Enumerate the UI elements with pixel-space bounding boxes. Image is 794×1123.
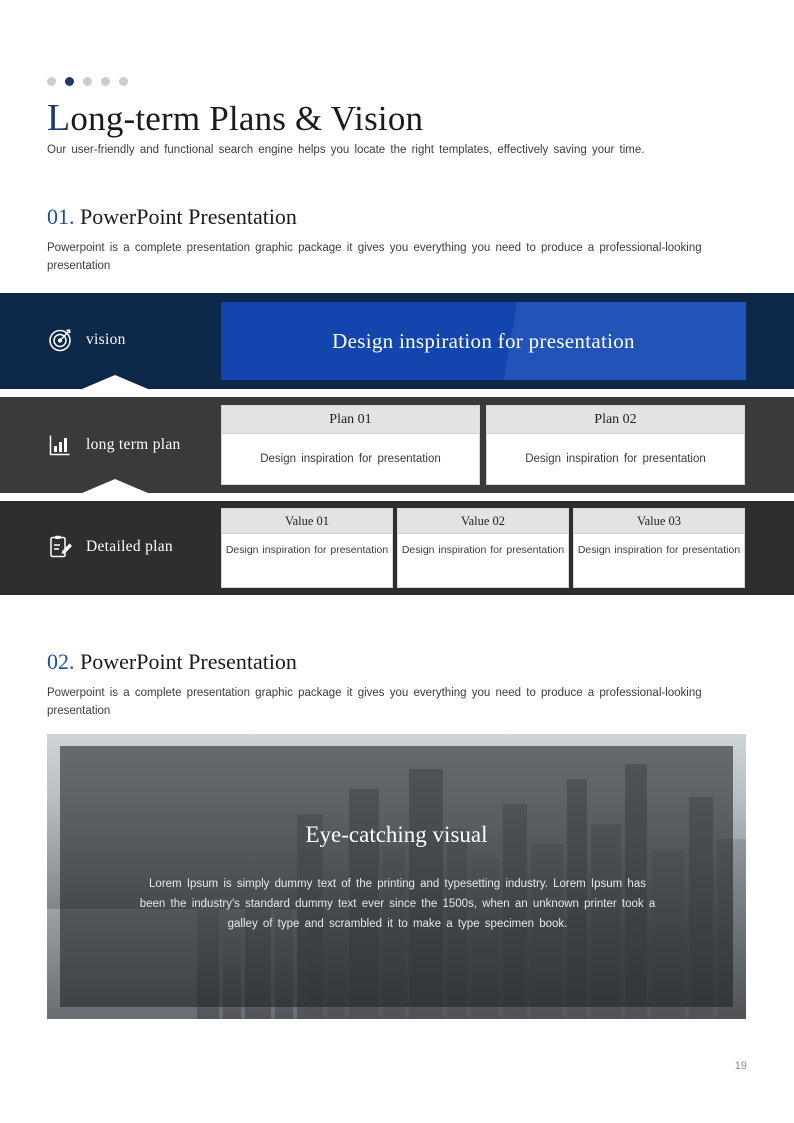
- value-card-text: Design inspiration for presentation: [401, 544, 565, 556]
- band-label-text: vision: [86, 331, 126, 348]
- page-title: [47, 96, 423, 140]
- vision-card-text: Design inspiration for presentation: [332, 328, 635, 353]
- bar-chart-icon: [47, 432, 73, 458]
- value-card-title: Value 03: [574, 509, 744, 534]
- photo-title: Eye-catching visual: [305, 822, 488, 847]
- progress-dot-active: [65, 77, 74, 86]
- value-card[interactable]: [397, 508, 569, 588]
- page-number: 19: [734, 1060, 747, 1072]
- plan-card[interactable]: [486, 405, 745, 485]
- value-card-text: Design inspiration for presentation: [577, 544, 741, 556]
- slide-progress-dots: [47, 77, 128, 86]
- band-label-detailed: [47, 534, 173, 560]
- section-title-02: PowerPoint Presentation: [74, 649, 297, 674]
- band-label-text: Detailed plan: [86, 538, 173, 555]
- plan-card-title: Plan 01: [222, 406, 479, 434]
- section-body-02: Powerpoint is a complete presentation graphic package it gives you everything you need to produce a professional-looking presentation: [47, 687, 702, 717]
- section-title-01: PowerPoint Presentation: [74, 204, 297, 229]
- plan-card-text: Design inspiration for presentation: [525, 453, 706, 465]
- plan-card[interactable]: [221, 405, 480, 485]
- plan-card-title: Plan 02: [487, 406, 744, 434]
- photo-text: Lorem Ipsum is simply dummy text of the printing and typesetting industry. Lorem Ipsum has been the industry's standard dummy text ever since the 1500s, when an unknown printer took a galley of type and scrambled it to make a type specimen book.: [139, 878, 656, 931]
- progress-dot: [47, 77, 56, 86]
- page-title-rest: ong-term Plans & Vision: [70, 99, 424, 138]
- band-label-long-term: [47, 432, 181, 458]
- progress-dot: [83, 77, 92, 86]
- page-title-dropcap: L: [47, 97, 71, 139]
- band-label-vision: [47, 327, 126, 353]
- city-skyline-photo: [47, 734, 746, 1019]
- section-number-02: 02.: [47, 649, 75, 674]
- progress-dot: [119, 77, 128, 86]
- progress-dot: [101, 77, 110, 86]
- band-label-text: long term plan: [86, 436, 181, 453]
- target-icon: [47, 327, 73, 353]
- section-heading-02: [47, 649, 297, 675]
- value-card-title: Value 01: [222, 509, 392, 534]
- section-body-01: Powerpoint is a complete presentation graphic package it gives you everything you need to produce a professional-looking presentation: [47, 242, 702, 272]
- plan-card-text: Design inspiration for presentation: [260, 453, 441, 465]
- section-number-01: 01.: [47, 204, 75, 229]
- page-subtitle: Our user-friendly and functional search engine helps you locate the right templates, effectively saving your time.: [47, 144, 645, 156]
- value-card[interactable]: [221, 508, 393, 588]
- vision-card[interactable]: [221, 302, 746, 380]
- section-heading-01: [47, 204, 297, 230]
- clipboard-pencil-icon: [47, 534, 73, 560]
- value-card[interactable]: [573, 508, 745, 588]
- value-card-text: Design inspiration for presentation: [225, 544, 389, 556]
- value-card-title: Value 02: [398, 509, 568, 534]
